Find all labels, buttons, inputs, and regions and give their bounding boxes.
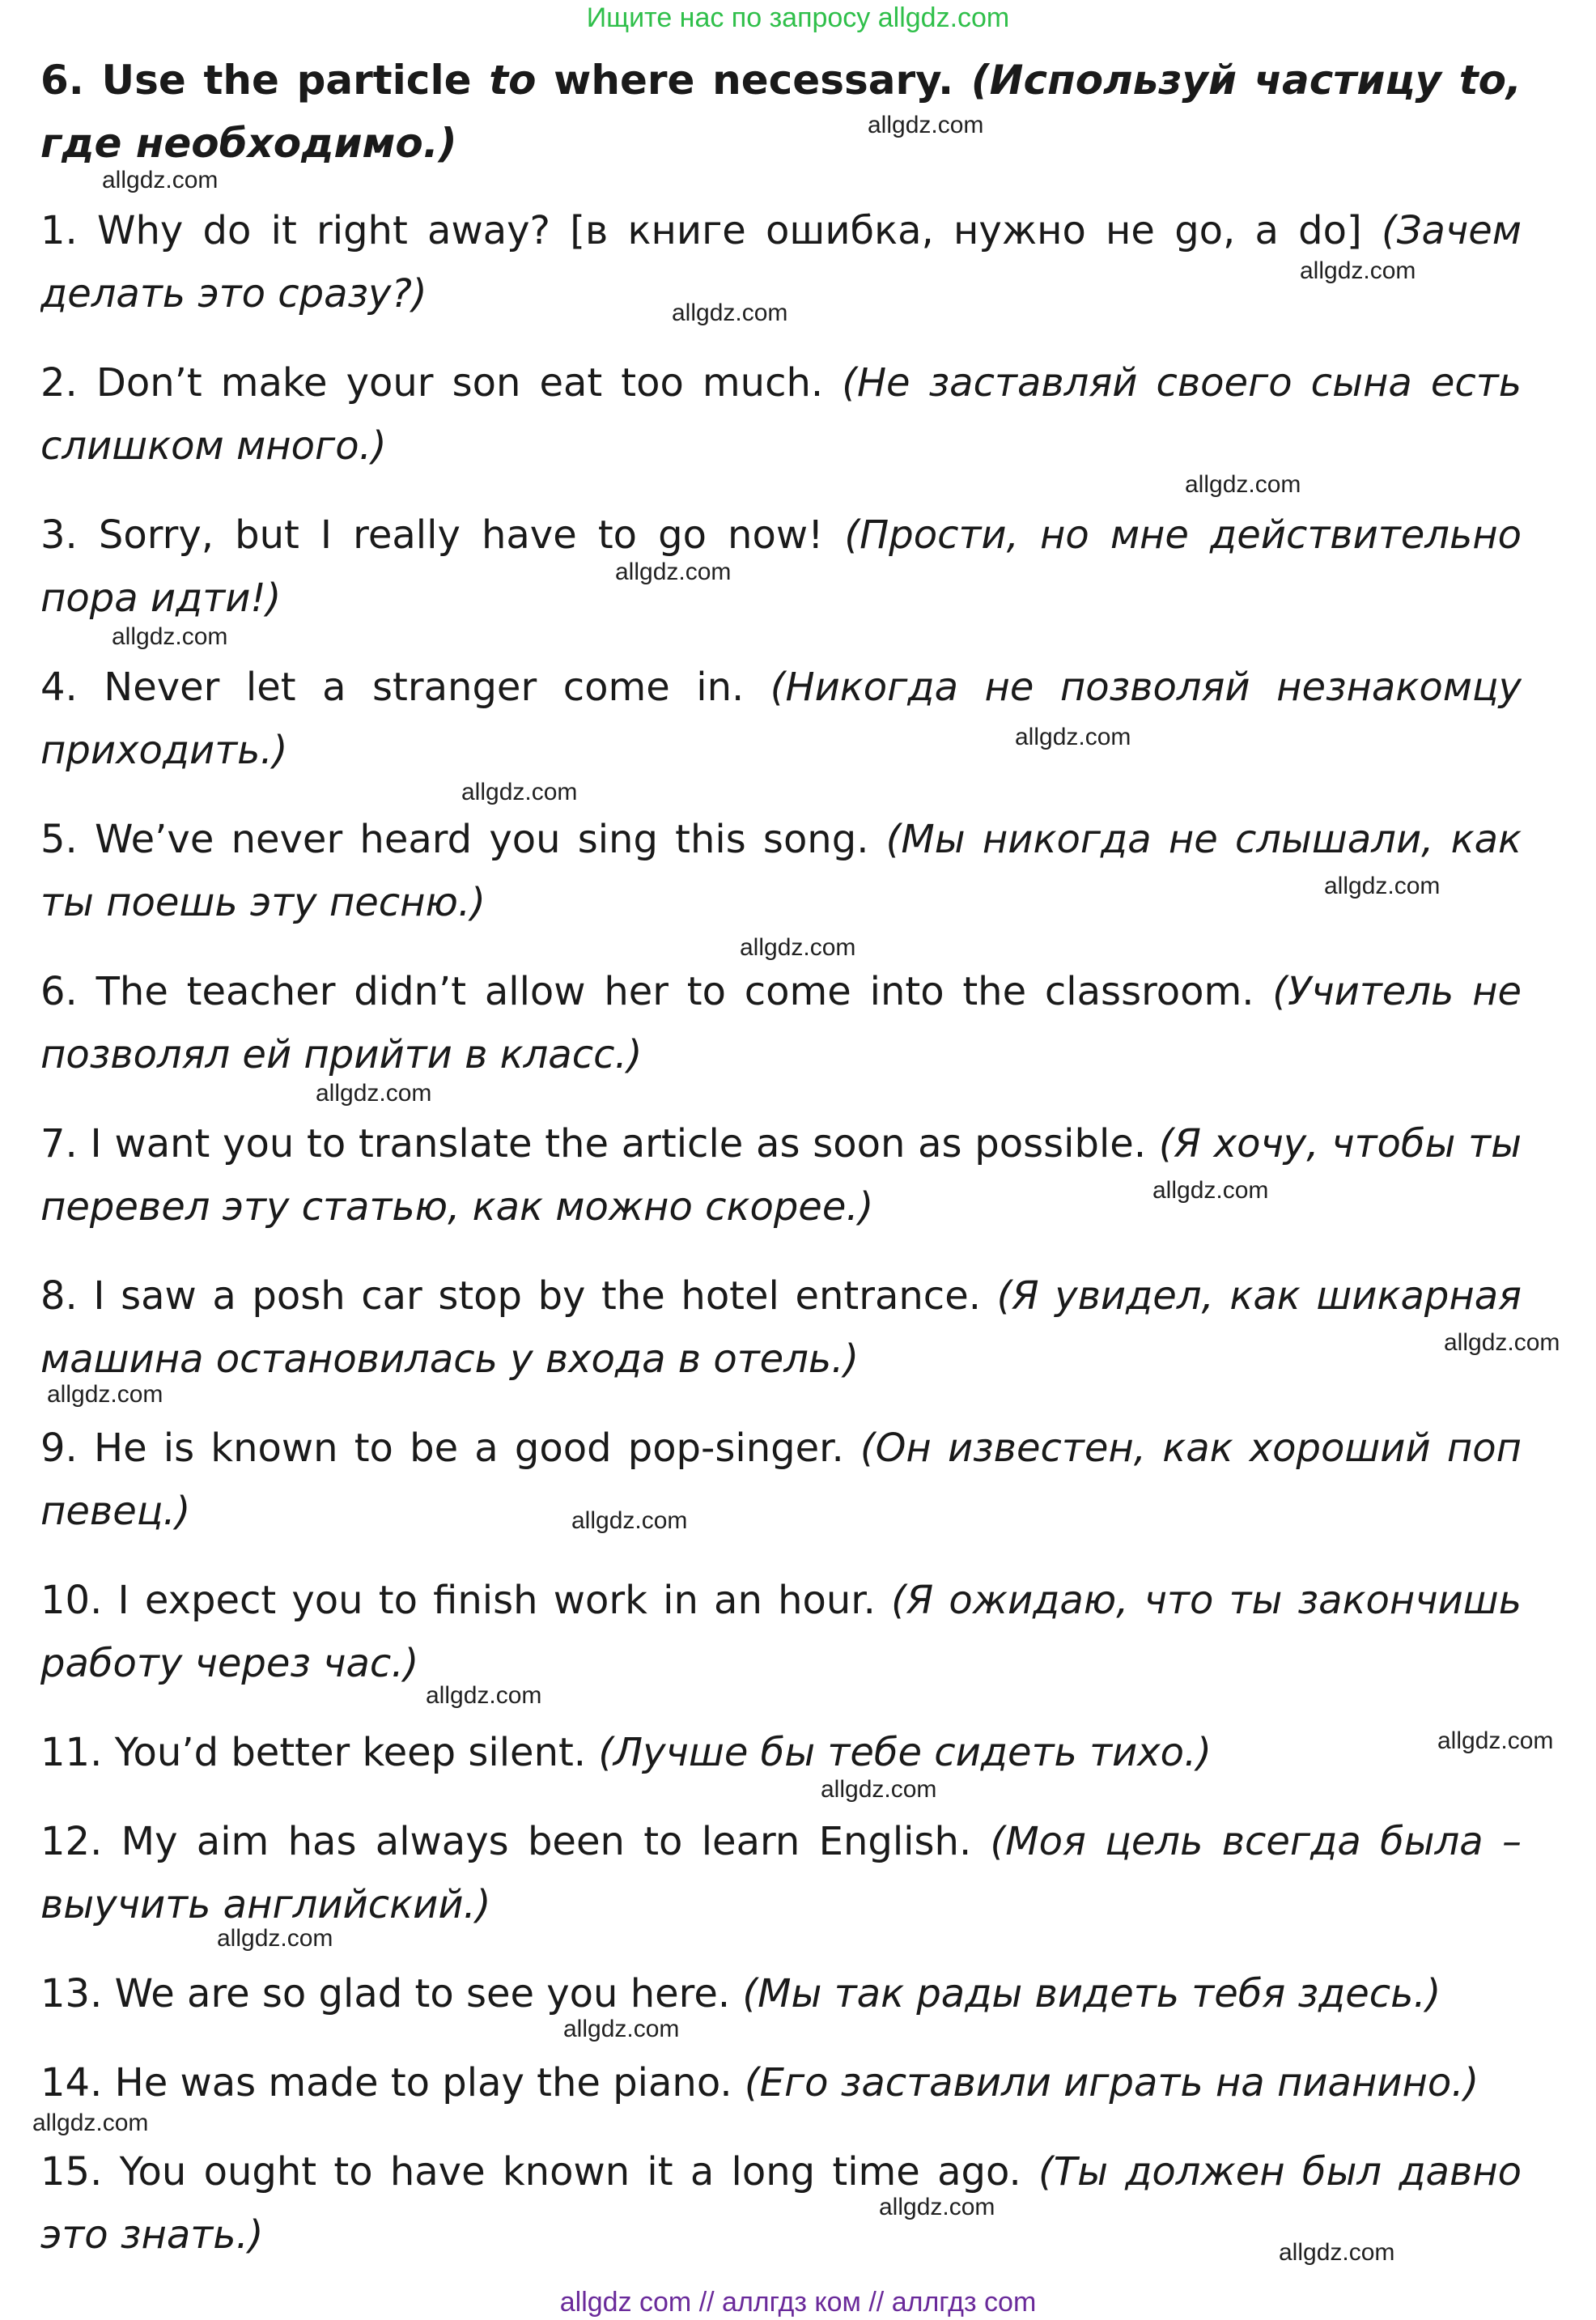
- item-russian: (Учитель не позволял ей прийти в класс.): [40, 969, 1522, 1077]
- watermark: allgdz.com: [563, 2016, 680, 2042]
- exercise-item-13: [40, 1962, 1522, 2051]
- heading-keyword: to: [489, 57, 537, 104]
- watermark: allgdz.com: [316, 1080, 432, 1107]
- item-russian: (Не заставляй своего сына есть слишком много.): [40, 360, 1522, 469]
- item-russian: (Зачем делать это сразу?): [40, 208, 1522, 317]
- watermark: allgdz.com: [461, 779, 578, 805]
- item-russian: (Ты должен был давно это знать.): [40, 2149, 1522, 2258]
- item-english: 5. We’ve never heard you sing this song.: [40, 817, 886, 862]
- watermark: allgdz.com: [426, 1682, 542, 1709]
- watermark: allgdz.com: [1279, 2239, 1395, 2266]
- watermark: allgdz.com: [1185, 471, 1301, 498]
- watermark: allgdz.com: [1015, 724, 1131, 750]
- watermark: allgdz.com: [112, 623, 228, 650]
- item-english: 11. You’d better keep silent.: [40, 1730, 599, 1775]
- item-english: 7. I want you to translate the article as soon as possible.: [40, 1121, 1159, 1166]
- watermark: allgdz.com: [1437, 1727, 1554, 1754]
- top-banner: Ищите нас по запросу allgdz.com: [586, 2, 1010, 33]
- item-english: 3. Sorry, but I really have to go now!: [40, 512, 845, 558]
- watermark: allgdz.com: [615, 559, 732, 585]
- item-russian: (Я увидел, как шикарная машина остановилась у входа в отель.): [40, 1273, 1522, 1382]
- item-english: 14. He was made to play the piano.: [40, 2060, 745, 2105]
- bottom-banner: allgdz com // аллгдз ком // аллгдз com: [559, 2287, 1037, 2318]
- item-russian: (Я ожидаю, что ты закончишь работу через час.): [40, 1578, 1522, 1686]
- watermark: allgdz.com: [1324, 873, 1441, 899]
- exercise-item-9: [40, 1417, 1522, 1569]
- item-russian: (Я хочу, чтобы ты перевел эту статью, как можно скорее.): [40, 1121, 1522, 1230]
- item-english: 12. My aim has always been to learn English.: [40, 1819, 991, 1864]
- watermark: allgdz.com: [1152, 1177, 1269, 1204]
- watermark: allgdz.com: [571, 1507, 688, 1534]
- item-russian: (Никогда не позволяй незнакомцу приходить.): [40, 665, 1522, 773]
- item-russian: (Прости, но мне действительно пора идти!): [40, 512, 1522, 621]
- watermark: allgdz.com: [672, 300, 788, 326]
- watermark: allgdz.com: [102, 167, 219, 193]
- watermark: allgdz.com: [217, 1925, 333, 1952]
- exercise-content: [40, 49, 1522, 2292]
- item-english: 15. You ought to have known it a long time ago.: [40, 2149, 1039, 2195]
- item-english: 1. Why do it right away? [в книге ошибка, нужно не go, а do]: [40, 208, 1382, 253]
- exercise-item-11: [40, 1721, 1522, 1810]
- heading-prefix: 6. Use the particle: [40, 57, 490, 104]
- heading-middle: where necessary.: [536, 57, 971, 104]
- watermark: allgdz.com: [47, 1381, 163, 1408]
- item-english: 13. We are so glad to see you here.: [40, 1971, 743, 2016]
- watermark: allgdz.com: [1300, 257, 1416, 284]
- exercise-item-3: [40, 504, 1522, 656]
- watermark: allgdz.com: [868, 112, 984, 138]
- item-english: 6. The teacher didn’t allow her to come into the classroom.: [40, 969, 1273, 1014]
- watermark: allgdz.com: [879, 2194, 995, 2220]
- exercise-item-10: [40, 1569, 1522, 1721]
- watermark: allgdz.com: [821, 1776, 937, 1803]
- watermark: allgdz.com: [32, 2110, 149, 2136]
- exercise-item-15: [40, 2140, 1522, 2292]
- heading-russian: (Используй частицу to, где необходимо.): [40, 57, 1522, 167]
- item-english: 10. I expect you to finish work in an hour.: [40, 1578, 892, 1623]
- item-english: 2. Don’t make your son eat too much.: [40, 360, 843, 406]
- item-english: 8. I saw a posh car stop by the hotel entrance.: [40, 1273, 997, 1319]
- watermark: allgdz.com: [740, 934, 856, 961]
- item-russian: (Мы никогда не слышали, как ты поешь эту песню.): [40, 817, 1522, 925]
- item-russian: (Лучше бы тебе сидеть тихо.): [598, 1730, 1212, 1775]
- item-english: 4. Never let a stranger come in.: [40, 665, 770, 710]
- exercise-item-7: [40, 1112, 1522, 1264]
- exercise-heading: [40, 49, 1522, 175]
- exercise-item-14: [40, 2051, 1522, 2140]
- item-english: 9. He is known to be a good pop-singer.: [40, 1426, 860, 1471]
- item-russian: (Моя цель всегда была – выучить английский.): [40, 1819, 1522, 1927]
- exercise-item-8: [40, 1264, 1522, 1417]
- item-russian: (Он известен, как хороший поп певец.): [40, 1426, 1522, 1534]
- item-russian: (Мы так рады видеть тебя здесь.): [742, 1971, 1441, 2016]
- item-russian: (Его заставили играть на пианино.): [744, 2060, 1479, 2105]
- exercise-item-6: [40, 960, 1522, 1112]
- exercise-item-4: [40, 656, 1522, 808]
- watermark: allgdz.com: [1444, 1329, 1560, 1356]
